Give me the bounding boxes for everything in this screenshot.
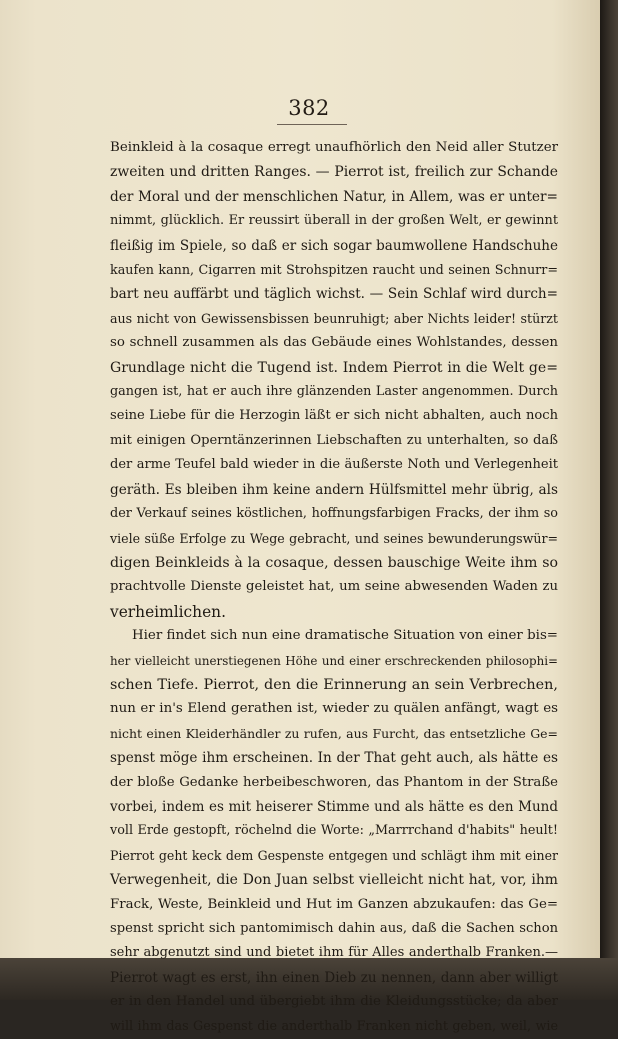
- text-line: geräth. Es bleiben ihm keine andern Hülfsmittel mehr übrig, als: [110, 481, 558, 498]
- text-line: prachtvolle Dienste geleistet hat, um seine abwesenden Waden zu: [110, 579, 558, 595]
- page-number-underline: [277, 124, 347, 125]
- text-line: gangen ist, hat er auch ihre glänzenden Laster angenommen. Durch: [110, 384, 558, 400]
- text-line: schen Tiefe. Pierrot, den die Erinnerung an sein Verbrechen,: [110, 676, 558, 693]
- text-line: zweiten und dritten Ranges. — Pierrot ist, freilich zur Schande: [110, 164, 558, 181]
- body-text: [110, 136, 558, 1039]
- page-number: 382: [288, 96, 330, 120]
- text-line: Grundlage nicht die Tugend ist. Indem Pierrot in die Welt ge=: [110, 359, 558, 376]
- text-line: sehr abgenutzt sind und bietet ihm für Alles anderthalb Franken.—: [110, 945, 558, 961]
- text-line: will ihm das Gespenst die anderthalb Franken nicht geben, weil, wie: [110, 1018, 558, 1034]
- text-line: der arme Teufel bald wieder in die äußerste Noth und Verlegenheit: [110, 457, 558, 473]
- page-edge-shadow: [600, 0, 618, 1000]
- text-line: bart neu auffärbt und täglich wichst. — Sein Schlaf wird durch=: [110, 286, 558, 303]
- paragraph-start-line: Hier findet sich nun eine dramatische Situation von einer bis=: [132, 628, 558, 644]
- text-line: voll Erde gestopft, röchelnd die Worte: „Marrrchand d'habits" heult!: [110, 823, 558, 839]
- text-line: nimmt, glücklich. Er reussirt überall in der großen Welt, er gewinnt: [110, 213, 558, 229]
- text-line: Pierrot wagt es erst, ihn einen Dieb zu nennen, dann aber willigt: [110, 969, 558, 986]
- text-line: so schnell zusammen als das Gebäude eines Wohlstandes, dessen: [110, 335, 558, 351]
- text-line: digen Beinkleids à la cosaque, dessen bauschige Weite ihm so: [110, 554, 558, 571]
- paragraph-end-line: verheimlichen.: [110, 602, 226, 621]
- text-line: der bloße Gedanke herbeibeschworen, das Phantom in der Straße: [110, 774, 558, 790]
- text-line: mit einigen Operntänzerinnen Liebschaften zu unterhalten, so daß: [110, 432, 558, 448]
- text-line: vorbei, indem es mit heiserer Stimme und als hätte es den Mund: [110, 798, 558, 815]
- text-line: Beinkleid à la cosaque erregt unaufhörlich den Neid aller Stutzer: [110, 140, 558, 155]
- text-line: her vielleicht unerstiegenen Höhe und einer erschreckenden philosophi=: [110, 653, 558, 668]
- text-line: spenst spricht sich pantomimisch dahin aus, daß die Sachen schon: [110, 921, 558, 936]
- text-line: kaufen kann, Cigarren mit Strohspitzen raucht und seinen Schnurr=: [110, 262, 558, 278]
- text-line: Pierrot geht keck dem Gespenste entgegen und schlägt ihm mit einer: [110, 847, 558, 863]
- text-line: der Moral und der menschlichen Natur, in Allem, was er unter=: [110, 188, 558, 205]
- text-line: aus nicht von Gewissensbissen beunruhigt; aber Nichts leider! stürzt: [110, 310, 558, 326]
- text-line: er in den Handel und übergiebt ihm die Kleidungsstücke; da aber: [110, 994, 558, 1010]
- text-line: viele süße Erfolge zu Wege gebracht, und seines bewunderungswür=: [110, 530, 558, 546]
- text-line: seine Liebe für die Herzogin läßt er sich nicht abhalten, auch noch: [110, 408, 558, 424]
- text-line: nun er in's Elend gerathen ist, wieder zu quälen anfängt, wagt es: [110, 701, 558, 717]
- text-line: der Verkauf seines köstlichen, hoffnungsfarbigen Fracks, der ihm so: [110, 506, 558, 522]
- text-line: Verwegenheit, die Don Juan selbst vielleicht nicht hat, vor, ihm: [110, 872, 558, 889]
- text-line: nicht einen Kleiderhändler zu rufen, aus Furcht, das entsetzliche Ge=: [110, 725, 558, 741]
- text-line: spenst möge ihm erscheinen. In der That geht auch, als hätte es: [110, 750, 558, 767]
- text-line: fleißig im Spiele, so daß er sich sogar baumwollene Handschuhe: [110, 237, 558, 254]
- text-line: Frack, Weste, Beinkleid und Hut im Ganzen abzukaufen: das Ge=: [110, 896, 558, 912]
